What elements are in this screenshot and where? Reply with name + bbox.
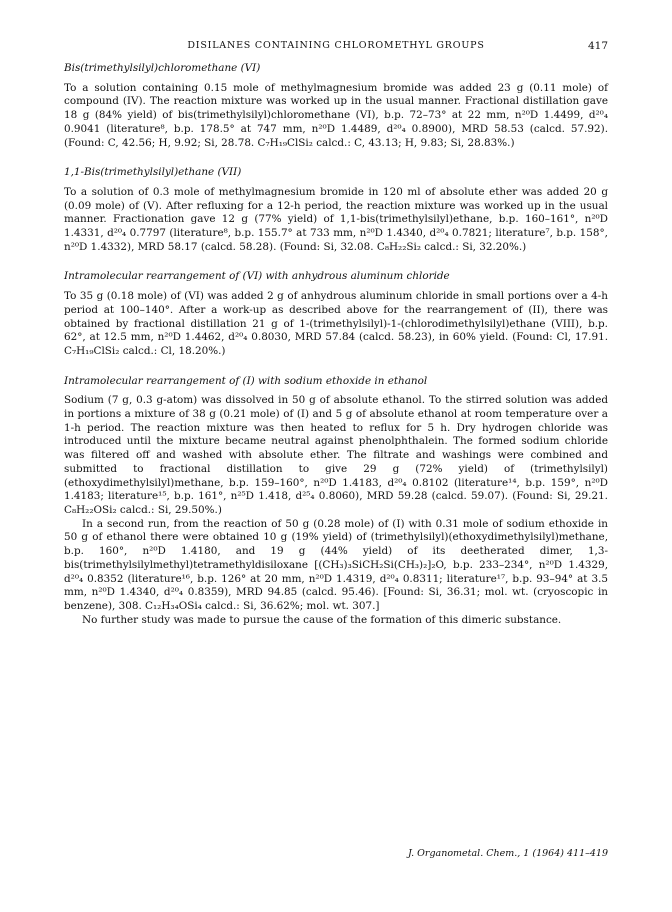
section-bis-trimethylsilyl-ethane — [64, 166, 608, 254]
paragraph: No further study was made to pursue the cause of the formation of this dimeric substance. — [82, 613, 562, 626]
paragraph: Sodium (7 g, 0.3 g-atom) was dissolved in 50 g of absolute ethanol. To the stirred solution was added in portions a mixture of 38 g (0.21 mole) of (I) and 5 g of absolute ethanol at room temperature over a 1-h period. The reaction mixture was then heated to reflux for 5 h. Dry hydrogen chloride was introduced until the mixture became neutral against phenolphthalein. The formed sodium chloride was filtered off and washed with absolute ether. The filtrate and washings were combined and submitted to fractional distillation to give 29 g (72% yield) of (trimethylsilyl)(ethoxydimethylsilyl)methane, b.p. 159–160°, n²⁰D 1.4183, d²⁰₄ 0.8102 (literature¹⁴, b.p. 159°, n²⁰D 1.4183; literature¹⁵, b.p. 161°, n²⁵D 1.418, d²⁵₄ 0.8060), MRD 59.28 (calcd. 59.07). (Found: Si, 29.21. C₈H₂₂OSi₂ calcd.: Si, 29.50%.) — [64, 394, 608, 516]
running-head — [64, 40, 608, 54]
page-number: 417 — [587, 40, 608, 52]
section-heading: Intramolecular rearrangement of (VI) with anhydrous aluminum chloride — [64, 270, 450, 283]
paragraph: To 35 g (0.18 mole) of (VI) was added 2 g of anhydrous aluminum chloride in small portions over a 4-h period at 100–140°. After a work-up as described above for the rearrangement of (II), there was obtained by fractional distillation 21 g of 1-(trimethylsilyl)-1-(chlorodimethylsilyl)ethane (VIII), b.p. 62°, at 12.5 mm, n²⁰D 1.4462, d²⁰₄ 0.8030, MRD 57.84 (calcd. 58.23), in 60% yield. (Found: Cl, 17.91. C₇H₁₉ClSi₂ calcd.: Cl, 18.20%.) — [64, 290, 608, 357]
section-rearrangement-aluminum-chloride — [64, 270, 608, 358]
section-heading: Intramolecular rearrangement of (I) with sodium ethoxide in ethanol — [64, 374, 428, 387]
article-body — [64, 62, 608, 643]
paragraph: In a second run, from the reaction of 50 g (0.28 mole) of (I) with 0.31 mole of sodium ethoxide in 50 g of ethanol there were obtained 10 g (19% yield) of (trimethylsilyl)(ethoxydimethylsilyl)methane, b.p. 160°, n²⁰D 1.4180, and 19 g (44% yield) of its deetherated dimer, 1,3-bis(trimethylsilylmethyl)tetramethyldisiloxane [(CH₃)₃SiCH₂Si(CH₃)₂]₂O, b.p. 233–234°, n²⁰D 1.4329, d²⁰₄ 0.8352 (literature¹⁶, b.p. 126° at 20 mm, n²⁰D 1.4319, d²⁰₄ 0.8311; literature¹⁷, b.p. 93–94° at 3.5 mm, n²⁰D 1.4340, d²⁰₄ 0.8359), MRD 94.85 (calcd. 95.46). [Found: Si, 36.31; mol. wt. (cryoscopic in benzene), 308. C₁₂H₃₄OSi₄ calcd.: Si, 36.62%; mol. wt. 307.] — [64, 517, 608, 612]
section-heading: Bis(trimethylsilyl)chloromethane (VI) — [64, 62, 261, 74]
running-title: DISILANES CONTAINING CHLOROMETHYL GROUPS — [187, 40, 485, 51]
paragraph: To a solution containing 0.15 mole of methylmagnesium bromide was added 23 g (0.11 mole) of compound (IV). The reaction mixture was worked up in the usual manner. Fractional distillation gave 18 g (84% yield) of bis(trimethylsilyl)chloromethane (VI), b.p. 72–73° at 22 mm, n²⁰D 1.4499, d²⁰₄ 0.9041 (literature⁸, b.p. 178.5° at 747 mm, n²⁰D 1.4489, d²⁰₄ 0.8900), MRD 58.53 (calcd. 57.92). (Found: C, 42.56; H, 9.92; Si, 28.78. C₇H₁₉ClSi₂ calcd.: C, 43.13; H, 9.83; Si, 28.83%.) — [64, 81, 608, 149]
section-rearrangement-sodium-ethoxide — [64, 375, 608, 628]
section-heading: 1,1-Bis(trimethylsilyl)ethane (VII) — [64, 166, 242, 179]
paragraph: To a solution of 0.3 mole of methylmagnesium bromide in 120 ml of absolute ether was added 20 g (0.09 mole) of (V). After refluxing for a 12-h period, the reaction mixture was worked up in the usual manner. Fractionation gave 12 g (77% yield) of 1,1-bis(trimethylsilyl)ethane, b.p. 160–161°, n²⁰D 1.4331, d²⁰₄ 0.7797 (literature⁸, b.p. 155.7° at 733 mm, n²⁰D 1.4340, d²⁰₄ 0.7821; literature⁷, b.p. 158°, n²⁰D 1.4332), MRD 58.17 (calcd. 58.28). (Found: Si, 32.08. C₈H₂₂Si₂ calcd.: Si, 32.20%.) — [64, 185, 608, 253]
journal-citation: J. Organometal. Chem., 1 (1964) 411–419 — [408, 848, 608, 859]
section-bis-trimethylsilyl-chloromethane — [64, 62, 608, 150]
